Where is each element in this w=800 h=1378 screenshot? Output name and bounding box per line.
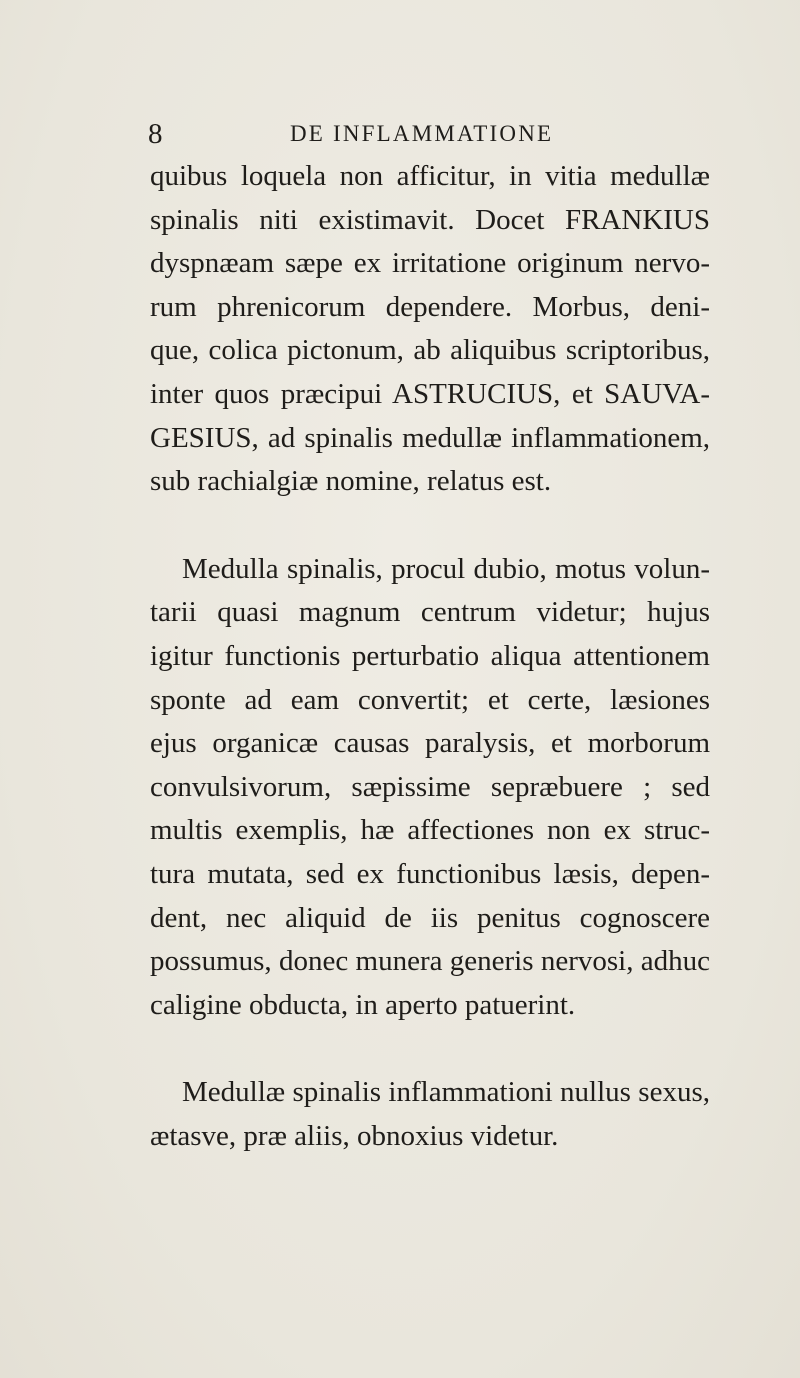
page-header xyxy=(148,114,708,154)
running-title: DE INFLAMMATIONE xyxy=(290,121,554,146)
text-line: quibus loquela non afficitur, in vitia medullæ xyxy=(150,160,710,192)
text-line: Medullæ spinalis inflammationi nullus sexus, xyxy=(182,1076,710,1109)
text-line: inter quos præcipui ASTRUCIUS, et SAUVA- xyxy=(150,377,710,410)
text-line: multis exemplis, hæ affectiones non ex struc- xyxy=(150,814,710,847)
text-line: tarii quasi magnum centrum videtur; hujus xyxy=(150,596,710,629)
paragraph-2 xyxy=(150,548,710,1028)
text-line: ejus organicæ causas paralysis, et morborum xyxy=(150,727,710,760)
text-line: Medulla spinalis, procul dubio, motus volun- xyxy=(182,552,710,585)
page-number: 8 xyxy=(148,118,163,150)
text-line: GESIUS, ad spinalis medullæ inflammationem, xyxy=(150,421,710,454)
text-line: spinalis niti existimavit. Docet FRANKIUS xyxy=(150,203,710,236)
text-line: tura mutata, sed ex functionibus læsis, depen- xyxy=(150,857,710,890)
text-line: caligine obducta, in aperto patuerint. xyxy=(150,988,576,1021)
text-line: possumus, donec munera generis nervosi, adhuc xyxy=(150,945,710,978)
text-line: que, colica pictonum, ab aliquibus scriptoribus, xyxy=(150,334,710,367)
paragraph-1 xyxy=(150,155,710,504)
body-text xyxy=(150,155,710,1158)
text-line: rum phrenicorum dependere. Morbus, deni- xyxy=(150,290,710,323)
text-line: dyspnæam sæpe ex irritatione originum nervo- xyxy=(150,247,710,280)
text-line: sub rachialgiæ nomine, relatus est. xyxy=(150,465,552,498)
paragraph-3 xyxy=(150,1071,710,1158)
text-line: ætasve, præ aliis, obnoxius videtur. xyxy=(150,1119,559,1152)
text-line: igitur functionis perturbatio aliqua attentionem xyxy=(150,639,710,672)
text-line: sponte ad eam convertit; et certe, læsiones xyxy=(150,683,710,716)
text-line: convulsivorum, sæpissime sepræbuere ; sed xyxy=(150,770,710,803)
text-line: dent, nec aliquid de iis penitus cognoscere xyxy=(150,901,710,934)
